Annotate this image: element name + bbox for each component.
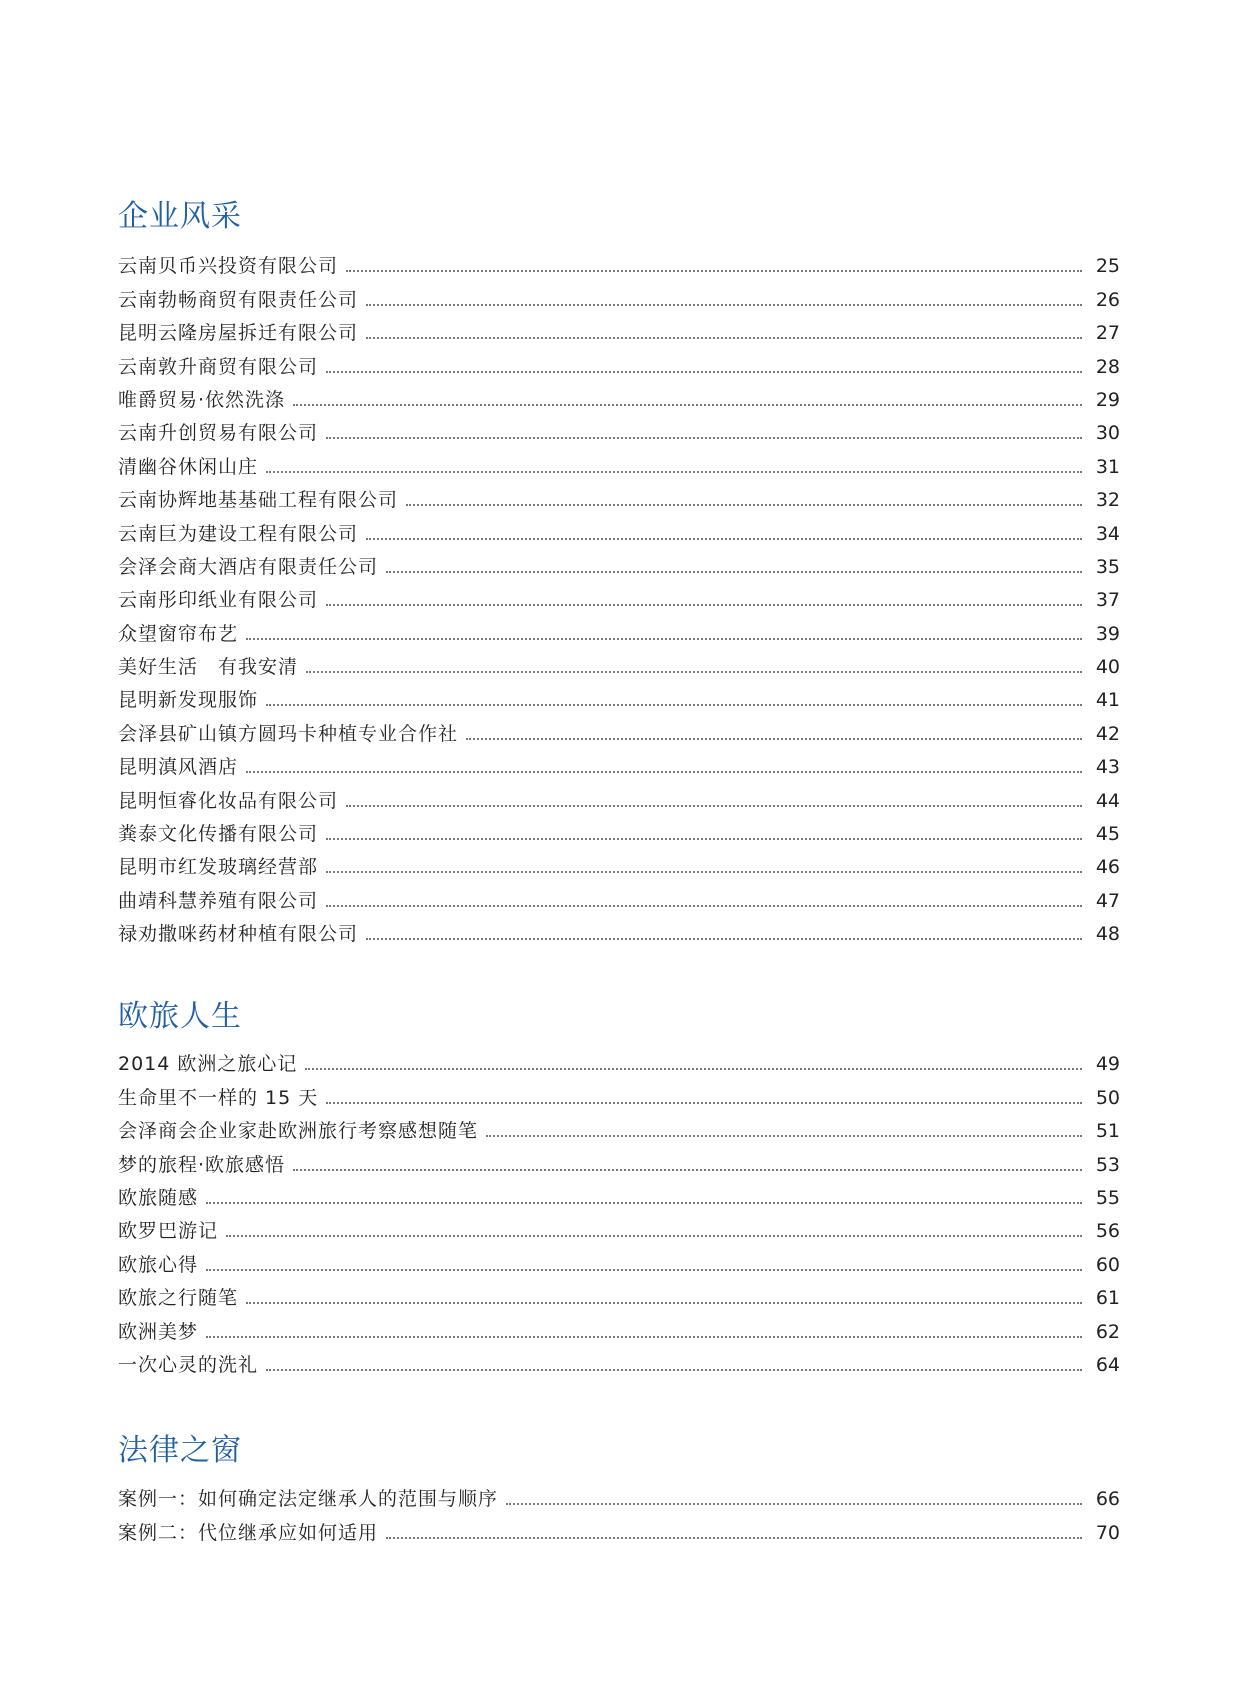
dot-leader bbox=[366, 337, 1082, 339]
dot-leader bbox=[206, 1336, 1082, 1338]
toc-entry[interactable] bbox=[118, 479, 1120, 512]
dot-leader bbox=[305, 1068, 1082, 1070]
toc-entry[interactable] bbox=[118, 813, 1120, 846]
dot-leader bbox=[266, 704, 1082, 706]
toc-list bbox=[118, 245, 1120, 946]
toc-entry[interactable] bbox=[118, 646, 1120, 679]
entry-title: 欧旅心得 bbox=[118, 1253, 199, 1276]
toc-entry[interactable] bbox=[118, 512, 1120, 545]
entry-page-number: 31 bbox=[1095, 455, 1120, 478]
entry-title: 云南升创贸易有限公司 bbox=[118, 422, 319, 445]
entry-title: 云南勃畅商贸有限责任公司 bbox=[118, 288, 359, 311]
dot-leader bbox=[326, 838, 1082, 840]
entry-title: 曲靖科慧养殖有限公司 bbox=[118, 889, 319, 912]
entry-title: 昆明恒睿化妆品有限公司 bbox=[118, 789, 339, 812]
entry-title: 唯爵贸易·依然洗涤 bbox=[118, 388, 286, 411]
toc-entry[interactable] bbox=[118, 1043, 1120, 1076]
entry-page-number: 25 bbox=[1095, 255, 1120, 278]
entry-page-number: 45 bbox=[1095, 823, 1120, 846]
entry-page-number: 64 bbox=[1095, 1353, 1120, 1376]
dot-leader bbox=[386, 1537, 1082, 1539]
entry-page-number: 42 bbox=[1095, 722, 1120, 745]
toc-entry[interactable] bbox=[118, 879, 1120, 912]
toc-entry[interactable] bbox=[118, 379, 1120, 412]
dot-leader bbox=[293, 1169, 1082, 1171]
toc-entry[interactable] bbox=[118, 245, 1120, 278]
section-title: 企业风采 bbox=[118, 199, 242, 234]
toc-entry[interactable] bbox=[118, 612, 1120, 645]
toc-entry[interactable] bbox=[118, 546, 1120, 579]
toc-entry[interactable] bbox=[118, 312, 1120, 345]
entry-page-number: 29 bbox=[1095, 388, 1120, 411]
dot-leader bbox=[246, 1302, 1082, 1304]
dot-leader bbox=[366, 938, 1082, 940]
dot-leader bbox=[246, 771, 1082, 773]
section-corporate bbox=[118, 197, 1120, 946]
entry-page-number: 32 bbox=[1095, 489, 1120, 512]
section-europe-travel bbox=[118, 997, 1120, 1376]
toc-list bbox=[118, 1043, 1120, 1377]
entry-title: 云南彤印纸业有限公司 bbox=[118, 589, 319, 612]
toc-entry[interactable] bbox=[118, 1310, 1120, 1343]
entry-title: 云南敦升商贸有限公司 bbox=[118, 355, 319, 378]
toc-entry[interactable] bbox=[118, 1076, 1120, 1109]
dot-leader bbox=[266, 1369, 1082, 1371]
entry-title: 昆明滇风酒店 bbox=[118, 756, 239, 779]
entry-page-number: 35 bbox=[1095, 555, 1120, 578]
entry-page-number: 46 bbox=[1095, 856, 1120, 879]
dot-leader bbox=[466, 738, 1082, 740]
entry-page-number: 51 bbox=[1095, 1120, 1120, 1143]
entry-title: 云南贝币兴投资有限公司 bbox=[118, 255, 339, 278]
dot-leader bbox=[306, 671, 1082, 673]
dot-leader bbox=[326, 437, 1082, 439]
section-title: 欧旅人生 bbox=[118, 999, 242, 1034]
entry-title: 众望窗帘布艺 bbox=[118, 622, 239, 645]
entry-page-number: 50 bbox=[1095, 1086, 1120, 1109]
entry-page-number: 53 bbox=[1095, 1153, 1120, 1176]
section-title: 法律之窗 bbox=[118, 1433, 242, 1468]
section-legal-window bbox=[118, 1431, 1120, 1544]
entry-page-number: 48 bbox=[1095, 923, 1120, 946]
toc-list bbox=[118, 1478, 1120, 1545]
entry-title: 会泽会商大酒店有限责任公司 bbox=[118, 555, 379, 578]
toc-entry[interactable] bbox=[118, 1344, 1120, 1377]
entry-title: 一次心灵的洗礼 bbox=[118, 1353, 259, 1376]
entry-page-number: 43 bbox=[1095, 756, 1120, 779]
entry-page-number: 37 bbox=[1095, 589, 1120, 612]
entry-page-number: 41 bbox=[1095, 689, 1120, 712]
entry-page-number: 34 bbox=[1095, 522, 1120, 545]
entry-title: 欧罗巴游记 bbox=[118, 1220, 219, 1243]
entry-title: 云南协辉地基基础工程有限公司 bbox=[118, 489, 399, 512]
entry-title: 昆明新发现服饰 bbox=[118, 689, 259, 712]
entry-title: 2014 欧洲之旅心记 bbox=[118, 1053, 298, 1076]
entry-title: 欧旅随感 bbox=[118, 1186, 199, 1209]
entry-page-number: 56 bbox=[1095, 1220, 1120, 1243]
toc-entry[interactable] bbox=[118, 1511, 1120, 1544]
entry-title: 欧洲美梦 bbox=[118, 1320, 199, 1343]
entry-title: 欧旅之行随笔 bbox=[118, 1287, 239, 1310]
entry-page-number: 55 bbox=[1095, 1186, 1120, 1209]
entry-title: 案例一：如何确定法定继承人的范围与顺序 bbox=[118, 1488, 499, 1511]
toc-entry[interactable] bbox=[118, 712, 1120, 745]
toc-entry[interactable] bbox=[118, 1143, 1120, 1176]
dot-leader bbox=[226, 1235, 1082, 1237]
toc-entry[interactable] bbox=[118, 1478, 1120, 1511]
entry-page-number: 28 bbox=[1095, 355, 1120, 378]
dot-leader bbox=[386, 571, 1082, 573]
dot-leader bbox=[506, 1503, 1082, 1505]
dot-leader bbox=[366, 304, 1082, 306]
dot-leader bbox=[326, 371, 1082, 373]
dot-leader bbox=[486, 1135, 1082, 1137]
entry-title: 粪泰文化传播有限公司 bbox=[118, 823, 319, 846]
dot-leader bbox=[293, 404, 1082, 406]
toc-entry[interactable] bbox=[118, 779, 1120, 812]
entry-page-number: 49 bbox=[1095, 1053, 1120, 1076]
toc-entry[interactable] bbox=[118, 846, 1120, 879]
entry-title: 昆明云隆房屋拆迁有限公司 bbox=[118, 322, 359, 345]
entry-title: 昆明市红发玻璃经营部 bbox=[118, 856, 319, 879]
entry-title: 案例二：代位继承应如何适用 bbox=[118, 1521, 379, 1544]
dot-leader bbox=[326, 871, 1082, 873]
entry-page-number: 26 bbox=[1095, 288, 1120, 311]
toc-entry[interactable] bbox=[118, 1210, 1120, 1243]
toc-entry[interactable] bbox=[118, 1243, 1120, 1276]
dot-leader bbox=[366, 538, 1082, 540]
toc-entry[interactable] bbox=[118, 1277, 1120, 1310]
toc-entry[interactable] bbox=[118, 679, 1120, 712]
entry-page-number: 60 bbox=[1095, 1253, 1120, 1276]
toc-entry[interactable] bbox=[118, 1110, 1120, 1143]
entry-title: 禄劝撒咪药材种植有限公司 bbox=[118, 923, 359, 946]
toc-entry[interactable] bbox=[118, 1177, 1120, 1210]
toc-entry[interactable] bbox=[118, 445, 1120, 478]
toc-entry[interactable] bbox=[118, 278, 1120, 311]
dot-leader bbox=[326, 604, 1082, 606]
entry-title: 生命里不一样的 15 天 bbox=[118, 1086, 319, 1109]
entry-page-number: 61 bbox=[1095, 1287, 1120, 1310]
toc-entry[interactable] bbox=[118, 746, 1120, 779]
entry-title: 会泽商会企业家赴欧洲旅行考察感想随笔 bbox=[118, 1120, 479, 1143]
dot-leader bbox=[346, 805, 1082, 807]
entry-page-number: 30 bbox=[1095, 422, 1120, 445]
entry-page-number: 66 bbox=[1095, 1488, 1120, 1511]
entry-page-number: 62 bbox=[1095, 1320, 1120, 1343]
entry-page-number: 44 bbox=[1095, 789, 1120, 812]
dot-leader bbox=[406, 504, 1082, 506]
entry-page-number: 39 bbox=[1095, 622, 1120, 645]
toc-entry[interactable] bbox=[118, 913, 1120, 946]
entry-title: 云南巨为建设工程有限公司 bbox=[118, 522, 359, 545]
dot-leader bbox=[266, 471, 1082, 473]
entry-title: 清幽谷休闲山庄 bbox=[118, 455, 259, 478]
entry-page-number: 70 bbox=[1095, 1521, 1120, 1544]
dot-leader bbox=[326, 1102, 1082, 1104]
entry-title: 美好生活 有我安清 bbox=[118, 656, 299, 679]
dot-leader bbox=[246, 638, 1082, 640]
toc-entry[interactable] bbox=[118, 579, 1120, 612]
entry-page-number: 40 bbox=[1095, 656, 1120, 679]
dot-leader bbox=[206, 1202, 1082, 1204]
entry-page-number: 47 bbox=[1095, 889, 1120, 912]
dot-leader bbox=[346, 270, 1082, 272]
toc-entry[interactable] bbox=[118, 345, 1120, 378]
entry-title: 梦的旅程·欧旅感悟 bbox=[118, 1153, 286, 1176]
entry-title: 会泽县矿山镇方圆玛卡种植专业合作社 bbox=[118, 722, 459, 745]
dot-leader bbox=[206, 1269, 1082, 1271]
toc-entry[interactable] bbox=[118, 412, 1120, 445]
entry-page-number: 27 bbox=[1095, 322, 1120, 345]
dot-leader bbox=[326, 905, 1082, 907]
